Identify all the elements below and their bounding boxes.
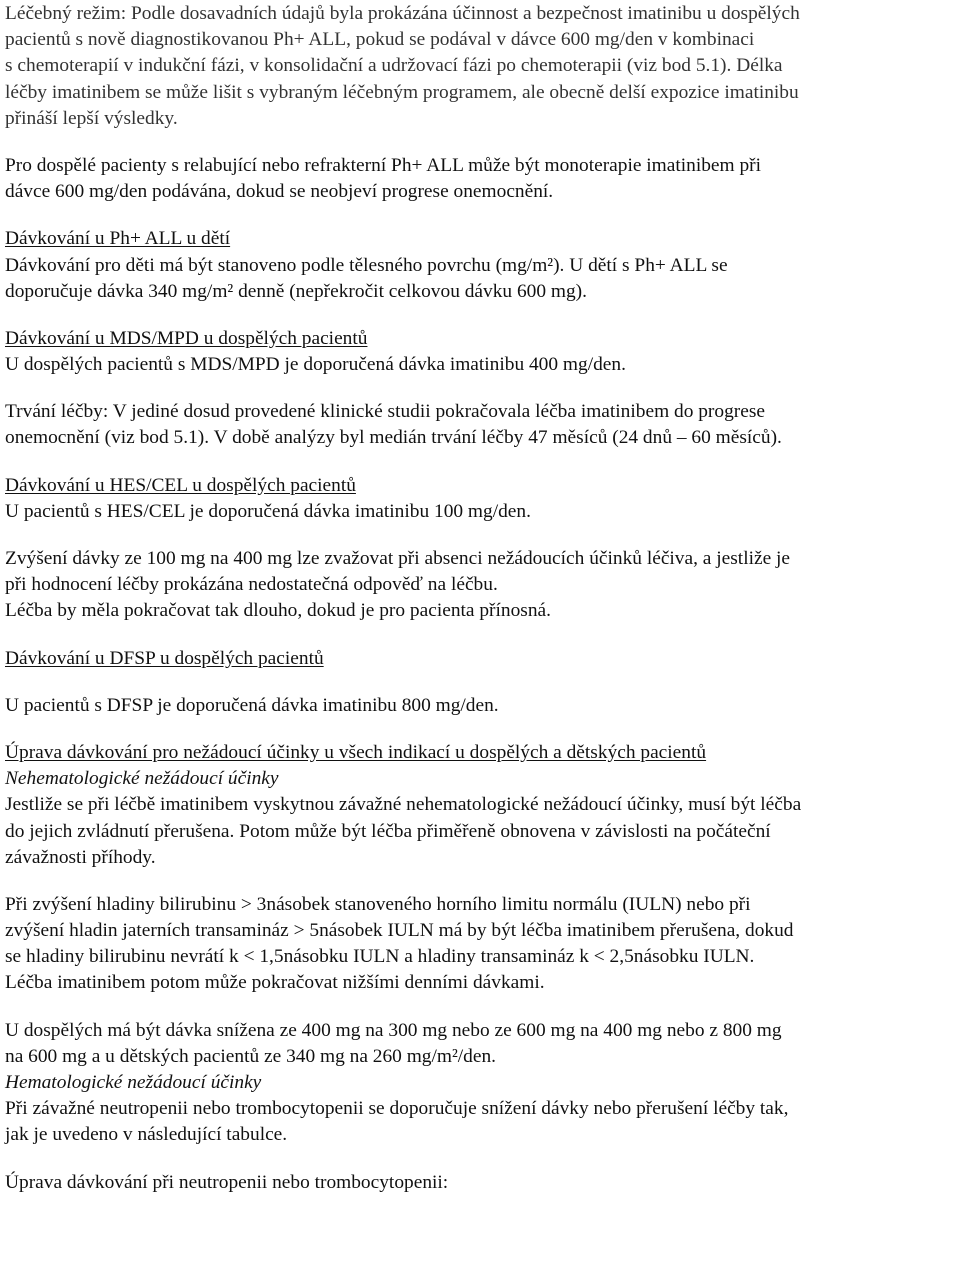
section-subheading: Nehematologické nežádoucí účinky [5, 768, 279, 790]
paragraph-relabujici [5, 153, 960, 205]
text-line: pacientů s nově diagnostikovanou Ph+ ALL, pokud se podával v dávce 600 mg/den v kombinaci [5, 29, 755, 51]
text-line: se hladiny bilirubinu nevrátí k < 1,5násobku IULN a hladiny transamináz k < 2,5násobku IULN. [5, 946, 755, 968]
paragraph-lecebny-rezim [5, 1, 960, 132]
text-line: Zvýšení dávky ze 100 mg na 400 mg lze zvažovat při absenci nežádoucích účinků léčiva, a jestliže je [5, 548, 791, 569]
text-line: Léčebný režim: Podle dosavadních údajů byla prokázána účinnost a bezpečnost imatinibu u dospělých [5, 3, 800, 24]
section-hes-cel [5, 473, 960, 525]
section-heading: Úprava dávkování pro nežádoucí účinky u všech indikací u dospělých a dětských pacientů [5, 741, 707, 763]
text-line: Léčba by měla pokračovat tak dlouho, dokud je pro pacienta přínosná. [5, 600, 551, 622]
document-page [5, 1, 960, 1196]
text-line: Úprava dávkování při neutropenii nebo trombocytopenii: [5, 1171, 449, 1193]
paragraph-trvani-lecby [5, 399, 960, 451]
text-line: léčby imatinibem se může lišit s vybraným léčebným programem, ale obecně delší expozice imatinibu [5, 81, 799, 103]
text-line: U dospělých pacientů s MDS/MPD je doporučená dávka imatinibu 400 mg/den. [5, 354, 626, 376]
text-line: onemocnění (viz bod 5.1). V době analýzy byl medián trvání léčby 47 měsíců (24 dnů – 60 měsíců). [5, 427, 782, 449]
text-line: Při závažné neutropenii nebo trombocytopenii se doporučuje snížení dávky nebo přerušení léčby tak, [5, 1098, 789, 1120]
text-line: U dospělých má být dávka snížena ze 400 mg na 300 mg nebo ze 600 mg na 400 mg nebo z 800 mg [5, 1019, 782, 1041]
text-line: Při zvýšení hladiny bilirubinu > 3násobek stanoveného horního limitu normálu (IULN) nebo při [5, 893, 751, 915]
section-subheading: Hematologické nežádoucí účinky [5, 1072, 262, 1093]
section-dfsp [5, 646, 960, 719]
text-line: dávce 600 mg/den podávána, dokud se neobjeví progrese onemocnění. [5, 181, 554, 203]
text-line: Dávkování pro děti má být stanoveno podle tělesného povrchu (mg/m²). U dětí s Ph+ ALL se [5, 254, 728, 276]
text-line: doporučuje dávka 340 mg/m² denně (nepřekročit celkovou dávku 600 mg). [5, 280, 587, 302]
text-line: U pacientů s DFSP je doporučená dávka imatinibu 800 mg/den. [5, 694, 499, 716]
text-line: na 600 mg a u dětských pacientů ze 340 mg na 260 mg/m²/den. [5, 1045, 497, 1067]
text-line: do jejich zvládnutí přerušena. Potom může být léčba přiměřeně obnovena v závislosti na počáteční [5, 820, 771, 842]
text-line: U pacientů s HES/CEL je doporučená dávka imatinibu 100 mg/den. [5, 500, 531, 522]
section-heading: Dávkování u HES/CEL u dospělých pacientů [5, 474, 356, 496]
section-heading: Dávkování u MDS/MPD u dospělých pacientů [5, 327, 368, 349]
text-line: Jestliže se při léčbě imatinibem vyskytnou závažné nehematologické nežádoucí účinky, musí být léčba [5, 794, 802, 816]
section-heading: Dávkování u DFSP u dospělých pacientů [5, 647, 324, 669]
section-ph-all-deti [5, 226, 960, 305]
text-line: zvýšení hladin jaterních transamináz > 5násobek IULN má by být léčba imatinibem přerušena, dokud [5, 920, 794, 942]
paragraph-bilirubin [5, 892, 960, 997]
section-mds-mpd [5, 326, 960, 378]
text-line: jak je uvedeno v následující tabulce. [5, 1124, 288, 1146]
text-line: při hodnocení léčby prokázána nedostatečná odpověď na léčbu. [5, 574, 498, 596]
text-line: Trvání léčby: V jediné dosud provedené klinické studii pokračovala léčba imatinibem do progrese [5, 401, 765, 423]
paragraph-snizeni-davky [5, 1018, 960, 1149]
text-line: s chemoterapií v indukční fázi, v konsolidační a udržovací fázi po chemoterapii (viz bod 5.1). Délka [5, 55, 783, 77]
section-heading: Dávkování u Ph+ ALL u dětí [5, 228, 231, 250]
text-line: Pro dospělé pacienty s relabující nebo refrakterní Ph+ ALL může být monoterapie imatinibem při [5, 154, 761, 176]
paragraph-zvyseni-davky [5, 546, 960, 625]
text-line: Léčba imatinibem potom může pokračovat nižšími denními dávkami. [5, 972, 545, 994]
paragraph-uprava-neutropenie [5, 1170, 960, 1196]
section-uprava-davkovani [5, 740, 960, 871]
text-line: přináší lepší výsledky. [5, 107, 178, 129]
text-line: závažnosti příhody. [5, 846, 156, 868]
